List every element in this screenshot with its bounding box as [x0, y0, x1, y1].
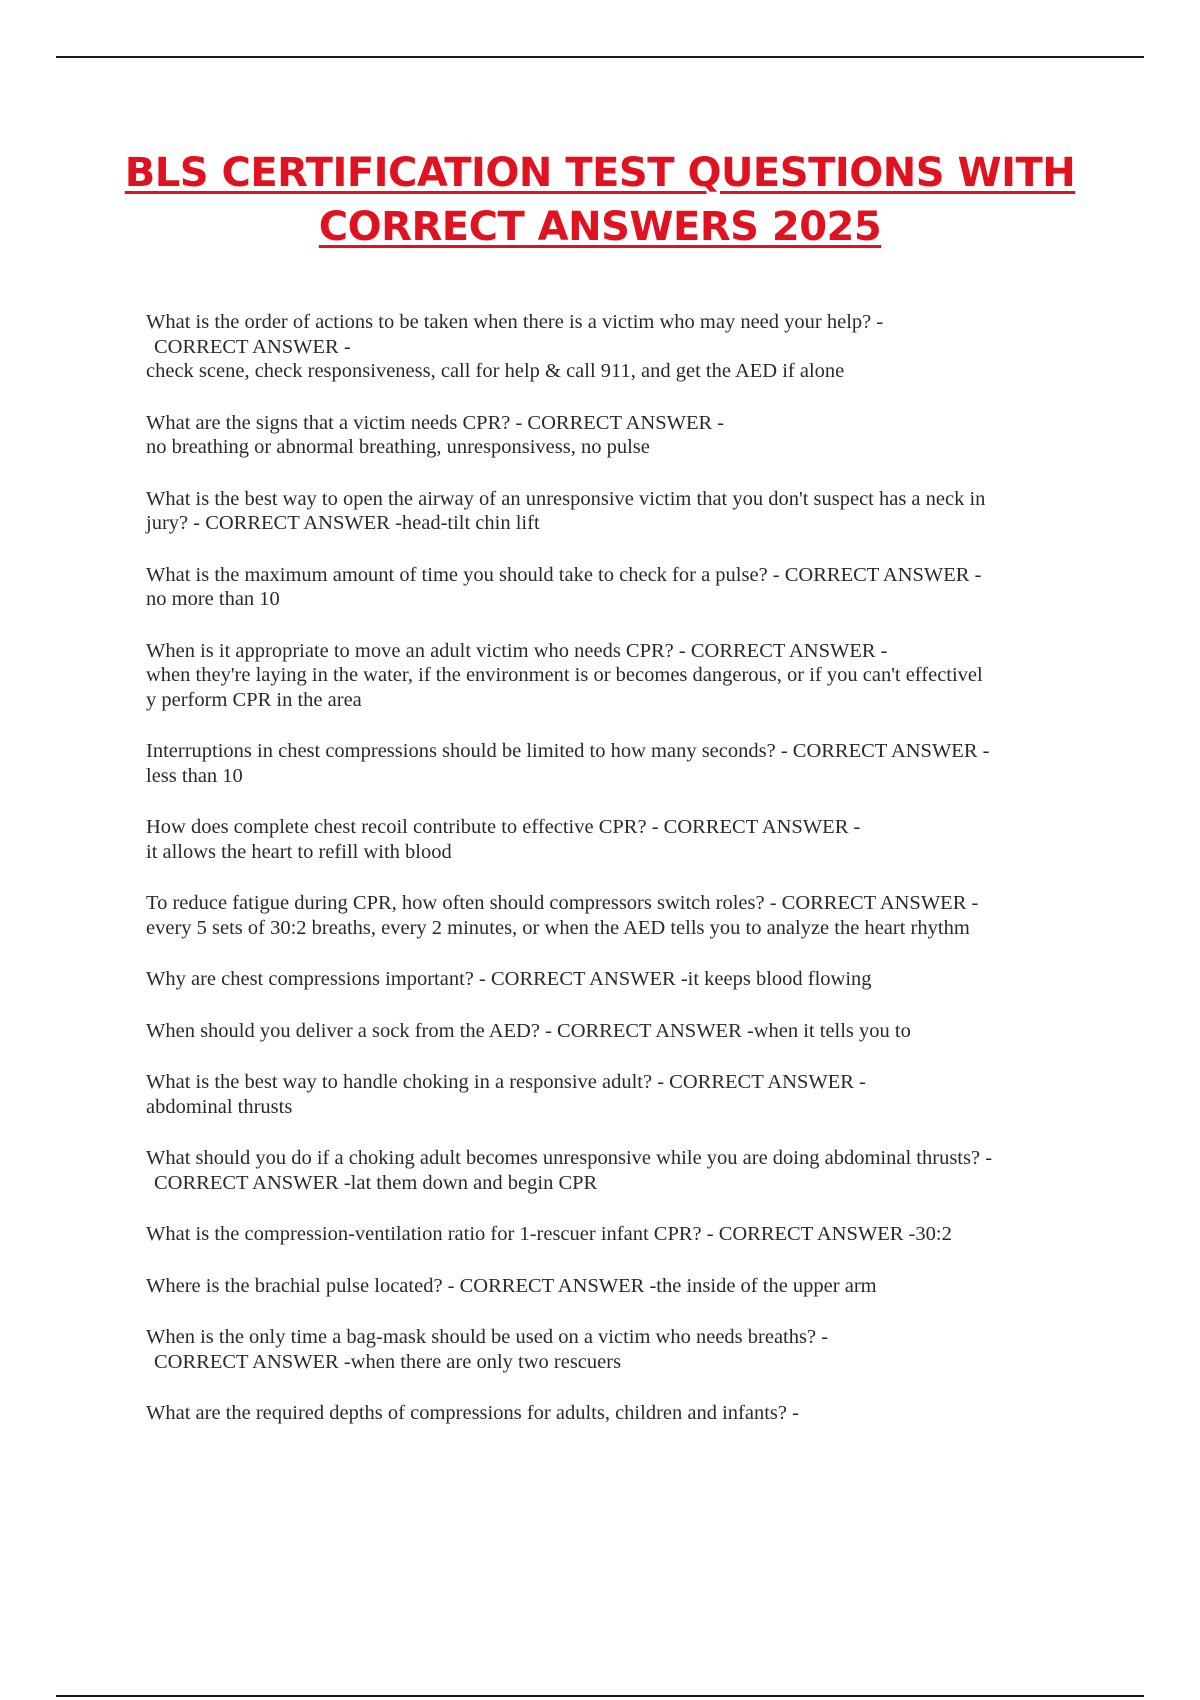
document-title [100, 146, 1100, 254]
question-text: What is the best way to handle choking in a responsive adult? - CORRECT ANSWER - [146, 1071, 866, 1093]
qa-item-10 [146, 1019, 1092, 1044]
answer-label: CORRECT ANSWER - [154, 335, 351, 358]
answer-text: CORRECT ANSWER -lat them down and begin CPR [154, 1171, 598, 1194]
answer-text: when they're laying in the water, if the environment is or becomes dangerous, or if you can't effectivel [146, 664, 983, 686]
answer-text: every 5 sets of 30:2 breaths, every 2 minutes, or when the AED tells you to analyze the heart rhythm [146, 916, 970, 939]
answer-text: no more than 10 [146, 588, 280, 610]
bottom-rule [56, 1695, 1144, 1697]
qa-item-6 [146, 739, 1092, 788]
top-rule [56, 56, 1144, 58]
qa-item-3 [146, 487, 1092, 536]
question-text: What should you do if a choking adult becomes unresponsive while you are doing abdominal thrusts? - [146, 1147, 993, 1169]
qa-item-9 [146, 967, 1092, 992]
qa-item-2 [146, 411, 1092, 460]
question-answer-text: What is the compression-ventilation ratio for 1-rescuer infant CPR? - CORRECT ANSWER -30:2 [146, 1223, 952, 1245]
qa-item-7 [146, 815, 1092, 864]
question-text: What are the required depths of compressions for adults, children and infants? - [146, 1402, 799, 1424]
title-line-2: CORRECT ANSWERS 2025 [318, 204, 882, 250]
answer-text: it allows the heart to refill with blood [146, 840, 452, 863]
question-text: When is it appropriate to move an adult victim who needs CPR? - CORRECT ANSWER - [146, 639, 888, 662]
answer-text: CORRECT ANSWER -when there are only two rescuers [154, 1350, 622, 1373]
qa-item-4 [146, 563, 1092, 612]
question-text: What is the best way to open the airway of an unresponsive victim that you don't suspect has a neck in [146, 487, 986, 510]
title-line-1: BLS CERTIFICATION TEST QUESTIONS WITH [124, 150, 1076, 196]
qa-item-8 [146, 891, 1092, 940]
qa-item-16 [146, 1401, 1092, 1426]
qa-list [146, 310, 1092, 1453]
qa-item-11 [146, 1070, 1092, 1119]
question-text: What are the signs that a victim needs CPR? - CORRECT ANSWER - [146, 411, 725, 434]
question-text: What is the order of actions to be taken when there is a victim who may need your help? - [146, 311, 884, 333]
answer-text-continued: y perform CPR in the area [146, 688, 362, 711]
question-text: To reduce fatigue during CPR, how often should compressors switch roles? - CORRECT ANSWER - [146, 892, 979, 914]
qa-item-15 [146, 1325, 1092, 1374]
qa-item-14 [146, 1274, 1092, 1299]
question-text: Interruptions in chest compressions should be limited to how many seconds? - CORRECT ANSWER - [146, 740, 990, 762]
qa-item-13 [146, 1222, 1092, 1247]
answer-text: jury? - CORRECT ANSWER -head-tilt chin lift [146, 512, 540, 534]
question-answer-text: Why are chest compressions important? - CORRECT ANSWER -it keeps blood flowing [146, 968, 872, 990]
answer-text: no breathing or abnormal breathing, unresponsivess, no pulse [146, 436, 650, 458]
question-text: What is the maximum amount of time you should take to check for a pulse? - CORRECT ANSWER - [146, 563, 982, 586]
question-answer-text: When should you deliver a sock from the AED? - CORRECT ANSWER -when it tells you to [146, 1019, 911, 1042]
qa-item-1 [146, 310, 1092, 384]
question-text: How does complete chest recoil contribute to effective CPR? - CORRECT ANSWER - [146, 816, 861, 838]
question-answer-text: Where is the brachial pulse located? - CORRECT ANSWER -the inside of the upper arm [146, 1274, 877, 1297]
answer-text: abdominal thrusts [146, 1095, 293, 1118]
qa-item-12 [146, 1146, 1092, 1195]
question-text: When is the only time a bag-mask should be used on a victim who needs breaths? - [146, 1326, 829, 1348]
qa-item-5 [146, 639, 1092, 713]
answer-text: less than 10 [146, 764, 243, 787]
answer-text: check scene, check responsiveness, call for help & call 911, and get the AED if alone [146, 360, 845, 382]
